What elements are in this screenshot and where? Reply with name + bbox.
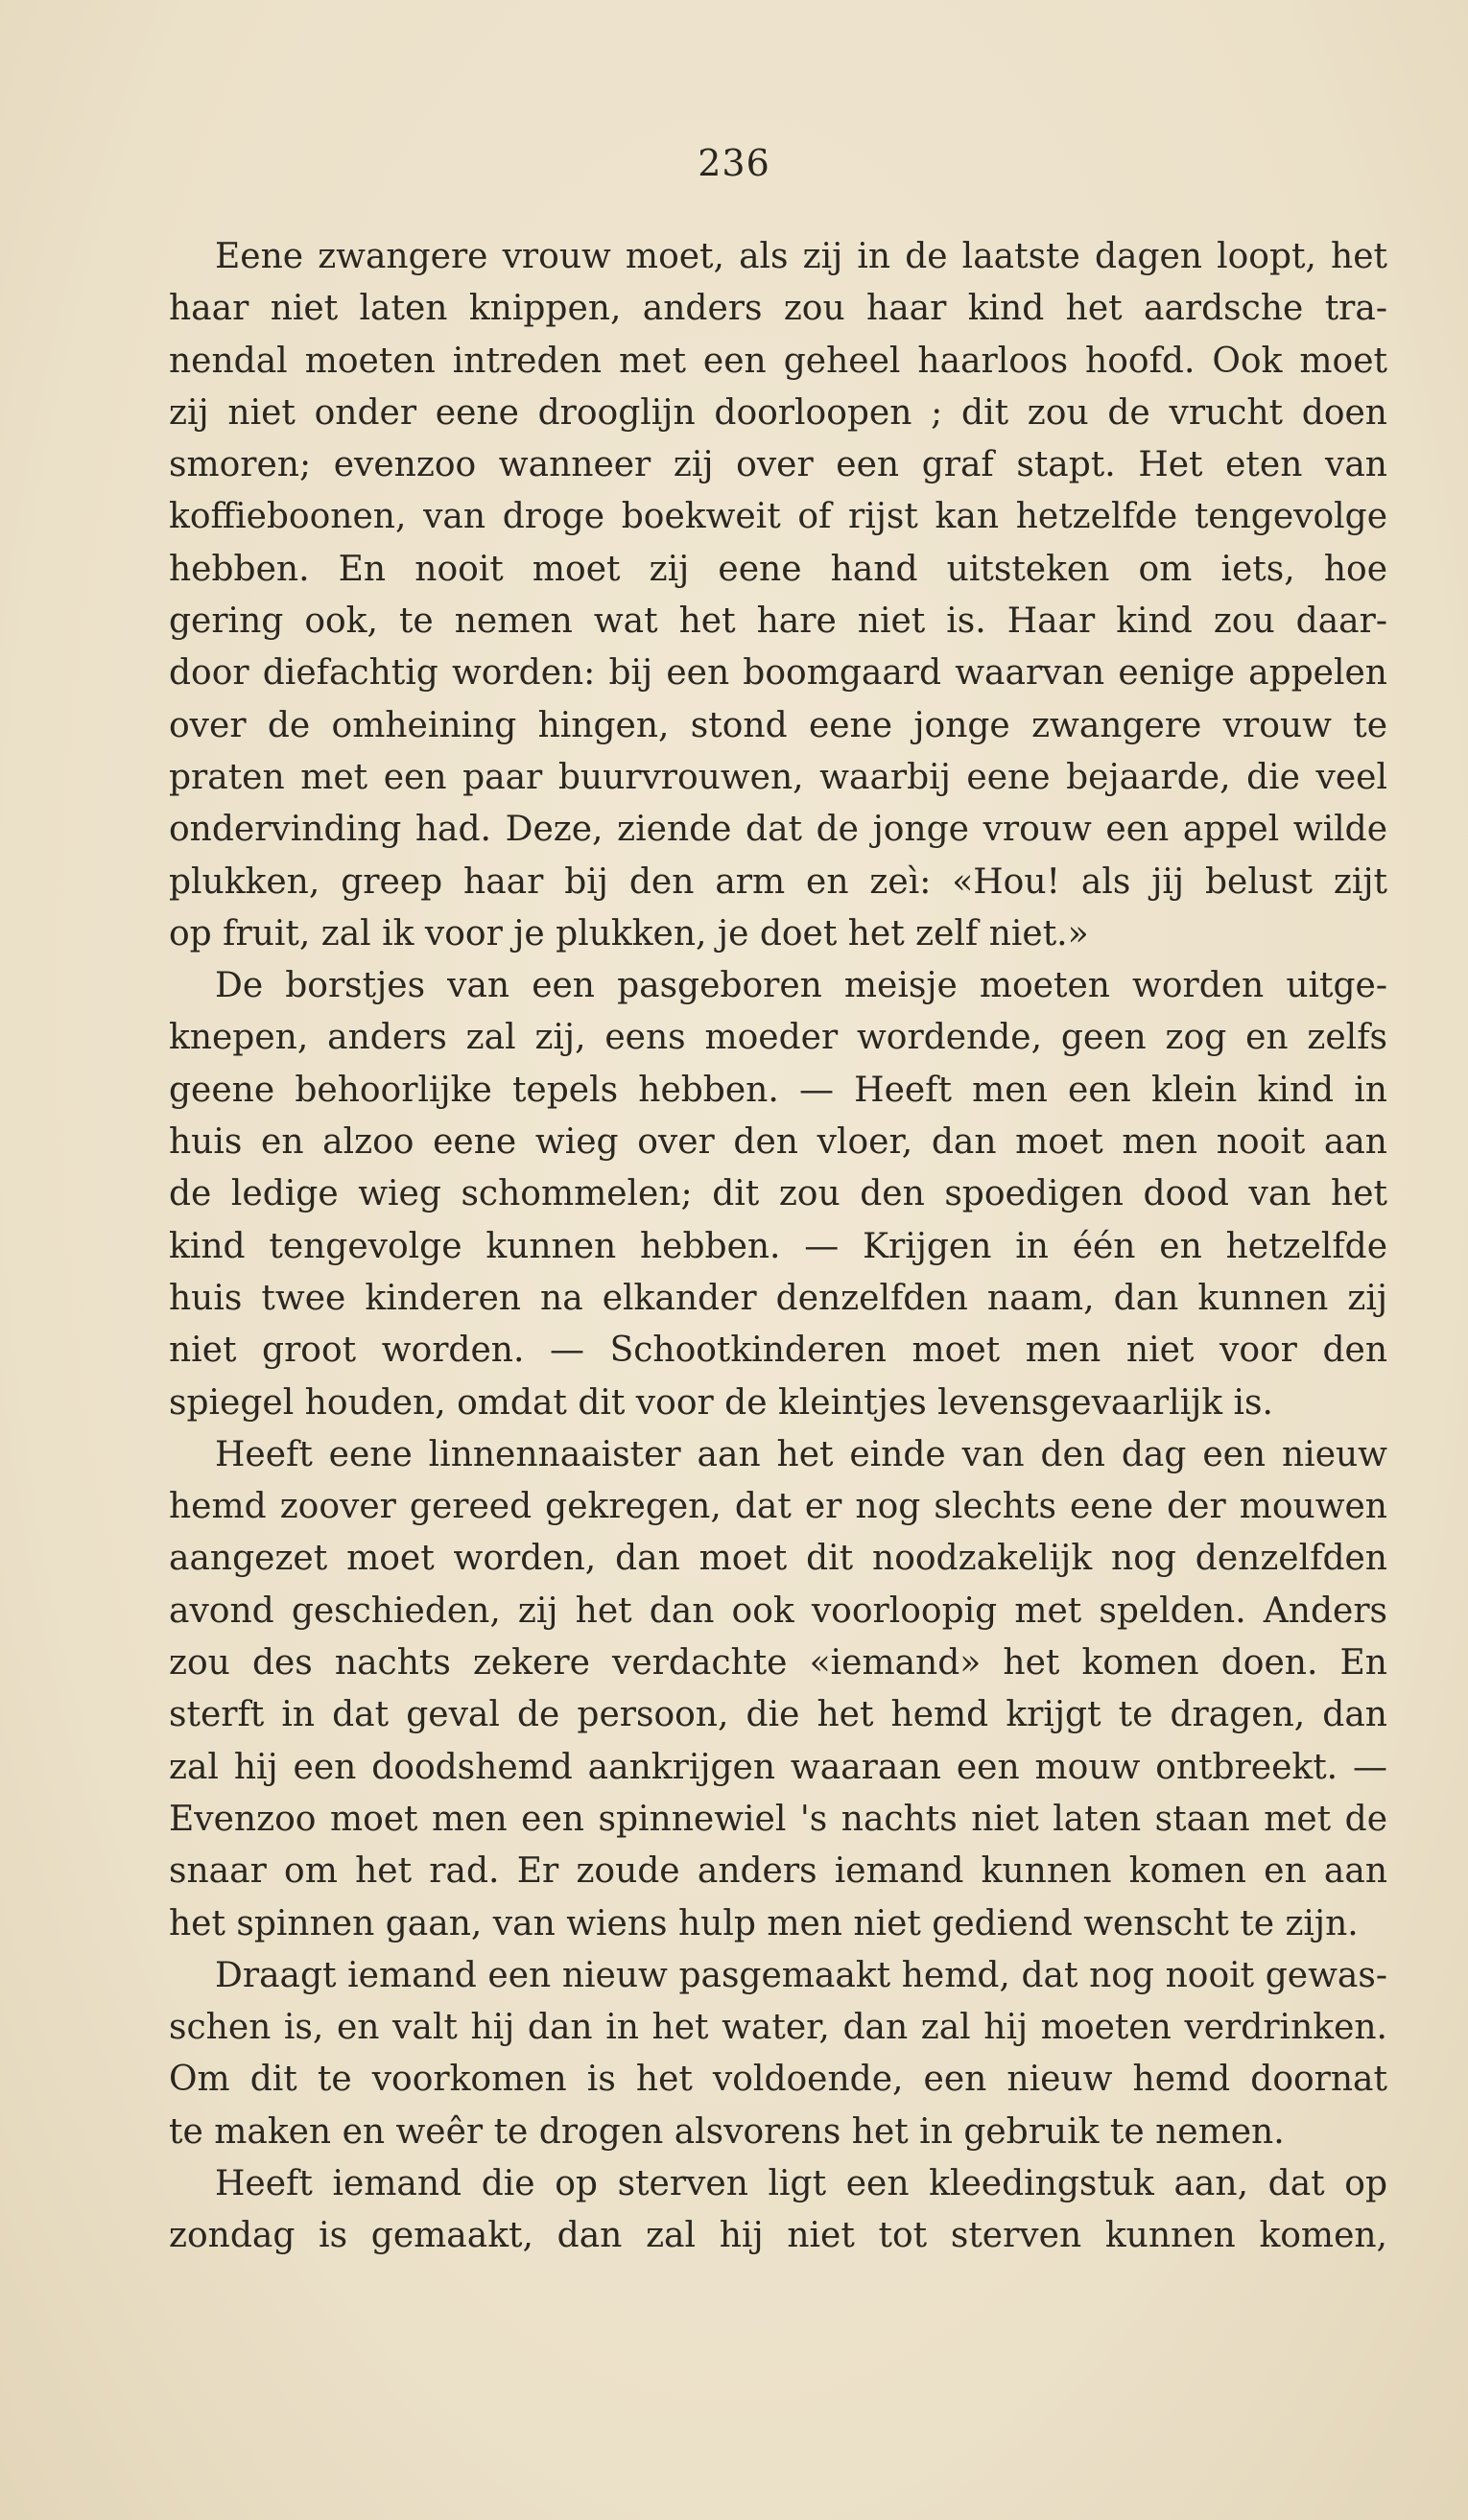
text-line: gering ook, te nemen wat het hare niet is. Haar kind zou daar-	[169, 601, 1387, 642]
body-text	[169, 231, 1387, 2263]
text-line: knepen, anders zal zij, eens moeder wordende, geen zog en zelfs	[169, 1018, 1387, 1058]
text-line: De borstjes van een pasgeboren meisje moeten worden uitge-	[215, 966, 1387, 1006]
text-line: nendal moeten intreden met een geheel haarloos hoofd. Ook moet	[169, 341, 1387, 381]
text-line: het spinnen gaan, van wiens hulp men niet gediend wenscht te zijn.	[169, 1903, 1359, 1943]
text-line: hemd zoover gereed gekregen, dat er nog slechts eene der mouwen	[169, 1487, 1387, 1527]
text-line: aangezet moet worden, dan moet dit noodzakelijk nog denzelfden	[169, 1539, 1387, 1579]
text-line: Eene zwangere vrouw moet, als zij in de laatste dagen loopt, het	[215, 237, 1387, 276]
text-line: de ledige wieg schommelen; dit zou den spoedigen dood van het	[169, 1174, 1387, 1214]
text-line: Evenzoo moet men een spinnewiel 's nachts niet laten staan met de	[169, 1799, 1387, 1839]
text-line: niet groot worden. — Schootkinderen moet men niet voor den	[169, 1331, 1387, 1371]
text-line: huis en alzoo eene wieg over den vloer, dan moet men nooit aan	[169, 1122, 1387, 1163]
text-line: over de omheining hingen, stond eene jonge zwangere vrouw te	[169, 705, 1387, 745]
text-line: te maken en weêr te drogen alsvorens het in gebruik te nemen.	[169, 2111, 1285, 2152]
text-line: door diefachtig worden: bij een boomgaard waarvan eenige appelen	[169, 653, 1387, 694]
text-line: smoren; evenzoo wanneer zij over een graf stapt. Het eten van	[169, 445, 1387, 485]
text-line: haar niet laten knippen, anders zou haar kind het aardsche tra-	[169, 289, 1387, 329]
text-line: sterft in dat geval de persoon, die het hemd krijgt te dragen, dan	[169, 1695, 1387, 1735]
text-line: spiegel houden, omdat dit voor de kleintjes levensgevaarlijk is.	[169, 1382, 1273, 1423]
text-line: snaar om het rad. Er zoude anders iemand kunnen komen en aan	[169, 1851, 1387, 1892]
text-line: hebben. En nooit moet zij eene hand uitsteken om iets, hoe	[169, 549, 1387, 589]
text-line: Draagt iemand een nieuw pasgemaakt hemd, dat nog nooit gewas-	[215, 1955, 1387, 1995]
text-line: koffieboonen, van droge boekweit of rijst kan hetzelfde tengevolge	[169, 497, 1387, 537]
page-number: 236	[698, 142, 770, 184]
text-line: huis twee kinderen na elkander denzelfden naam, dan kunnen zij	[169, 1278, 1387, 1318]
text-line: zou des nachts zekere verdachte «iemand» het komen doen. En	[169, 1643, 1387, 1684]
text-line: praten met een paar buurvrouwen, waarbij eene bejaarde, die veel	[169, 757, 1387, 797]
text-line: kind tengevolge kunnen hebben. — Krijgen in één en hetzelfde	[169, 1226, 1387, 1266]
text-line: op fruit, zal ik voor je plukken, je doet het zelf niet.»	[169, 913, 1089, 954]
text-line: avond geschieden, zij het dan ook voorloopig met spelden. Anders	[169, 1590, 1387, 1631]
text-line: Heeft eene linnennaaister aan het einde van den dag een nieuw	[215, 1434, 1387, 1474]
text-line: zal hij een doodshemd aankrijgen waaraan een mouw ontbreekt. —	[169, 1747, 1387, 1787]
text-line: geene behoorlijke tepels hebben. — Heeft men een klein kind in	[169, 1070, 1387, 1110]
text-line: Om dit te voorkomen is het voldoende, een nieuw hemd doornat	[169, 2060, 1387, 2100]
text-line: ondervinding had. Deze, ziende dat de jonge vrouw een appel wilde	[169, 810, 1387, 850]
text-line: zij niet onder eene drooglijn doorloopen ; dit zou de vrucht doen	[169, 392, 1387, 433]
text-line: zondag is gemaakt, dan zal hij niet tot sterven kunnen komen,	[169, 2216, 1387, 2256]
text-line: plukken, greep haar bij den arm en zeì: «Hou! als jij belust zijt	[169, 861, 1387, 902]
text-line: Heeft iemand die op sterven ligt een kleedingstuk aan, dat op	[215, 2163, 1387, 2203]
text-line: schen is, en valt hij dan in het water, dan zal hij moeten verdrinken.	[169, 2008, 1387, 2048]
